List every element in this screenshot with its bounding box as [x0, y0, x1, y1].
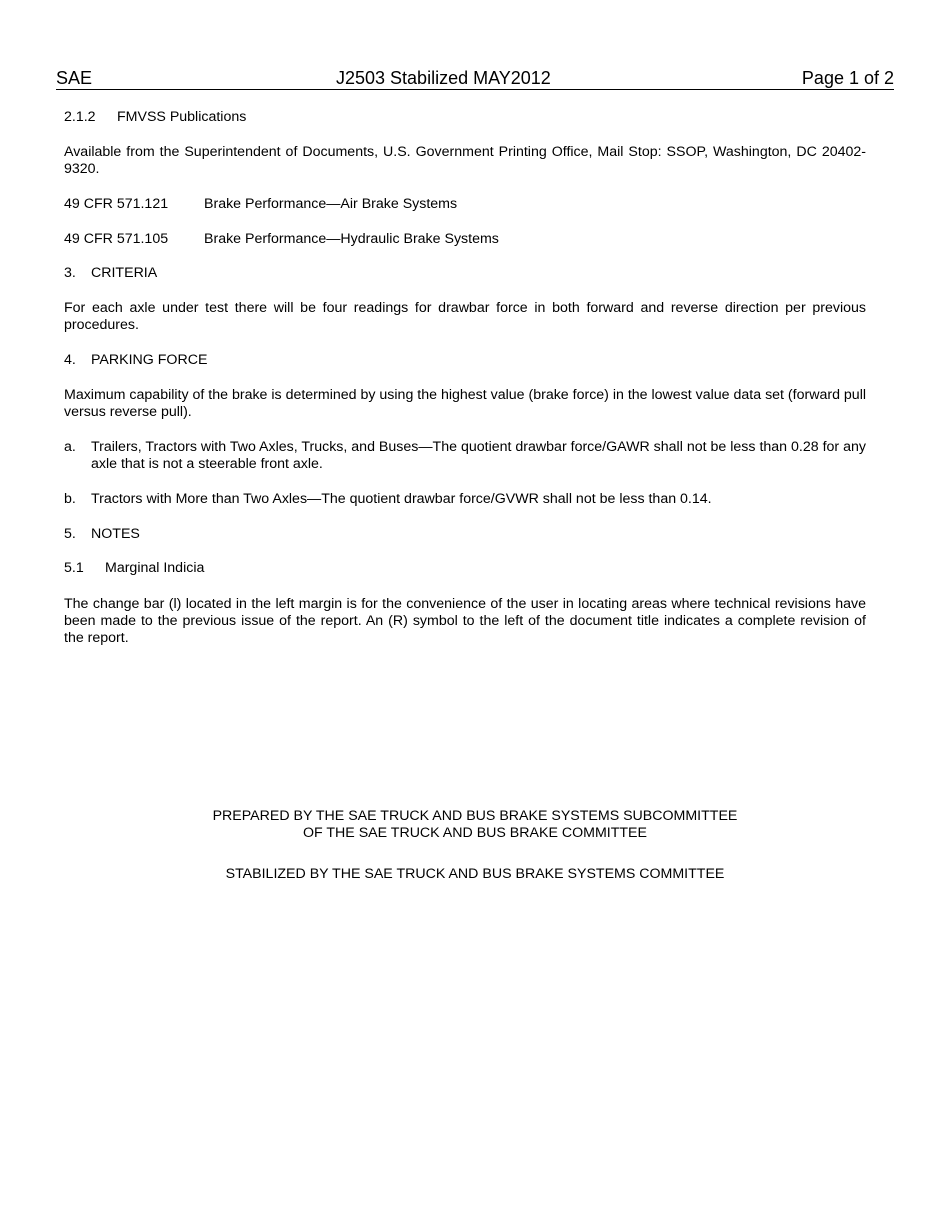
page-header	[56, 68, 894, 90]
reference-row	[64, 231, 866, 248]
section-title: NOTES	[91, 526, 140, 542]
section-heading-4	[64, 352, 866, 369]
section-heading-5	[64, 526, 866, 543]
section-paragraph-4: Maximum capability of the brake is determined by using the highest value (brake force) in the lowest value data set (forward pull versus reverse pull).	[64, 387, 866, 420]
prepared-by-line: OF THE SAE TRUCK AND BUS BRAKE COMMITTEE	[303, 825, 647, 841]
stabilized-by-line: STABILIZED BY THE SAE TRUCK AND BUS BRAKE SYSTEMS COMMITTEE	[225, 866, 725, 882]
reference-row	[64, 196, 866, 213]
reference-title: Brake Performance—Air Brake Systems	[204, 196, 458, 212]
section-number: 5.1	[64, 560, 84, 576]
section-number: 5.	[64, 526, 76, 542]
list-item-text: Trailers, Tractors with Two Axles, Trucks, and Buses—The quotient drawbar force/GAWR shall not be less than 0.28 for any axle that is not a steerable front axle.	[91, 439, 866, 472]
section-paragraph-5-1: The change bar (l) located in the left margin is for the convenience of the user in locating areas where technical revisions have been made to the previous issue of the report. An (R) symbol to the left of the document title indicates a complete revision of the report.	[64, 596, 866, 646]
header-org: SAE	[56, 68, 93, 88]
reference-code: 49 CFR 571.121	[64, 196, 169, 212]
list-item	[64, 439, 866, 473]
prepared-by-line: PREPARED BY THE SAE TRUCK AND BUS BRAKE SYSTEMS SUBCOMMITTEE	[212, 808, 738, 824]
section-paragraph-3: For each axle under test there will be four readings for drawbar force in both forward and reverse direction per previous procedures.	[64, 300, 866, 333]
section-title: Marginal Indicia	[105, 560, 205, 576]
section-number: 4.	[64, 352, 76, 368]
section-title: FMVSS Publications	[117, 109, 247, 125]
header-page-number: Page 1 of 2	[801, 68, 894, 88]
list-item	[64, 491, 866, 508]
prepared-by-block	[0, 808, 950, 842]
reference-title: Brake Performance—Hydraulic Brake Systems	[204, 231, 499, 247]
list-item-text: Tractors with More than Two Axles—The quotient drawbar force/GVWR shall not be less than 0.14.	[91, 491, 712, 507]
section-title: CRITERIA	[91, 265, 158, 281]
section-number: 3.	[64, 265, 76, 281]
section-heading-3	[64, 265, 866, 282]
section-paragraph-2-1-2: Available from the Superintendent of Documents, U.S. Government Printing Office, Mail Stop: SSOP, Washington, DC 20402-9320.	[64, 144, 866, 177]
header-doc-id: J2503 Stabilized MAY2012	[336, 68, 551, 88]
reference-code: 49 CFR 571.105	[64, 231, 169, 247]
section-number: 2.1.2	[64, 109, 96, 125]
section-title: PARKING FORCE	[91, 352, 208, 368]
list-item-letter: b.	[64, 491, 76, 507]
section-heading-2-1-2	[64, 109, 866, 126]
section-heading-5-1	[64, 560, 866, 577]
list-item-letter: a.	[64, 439, 76, 455]
